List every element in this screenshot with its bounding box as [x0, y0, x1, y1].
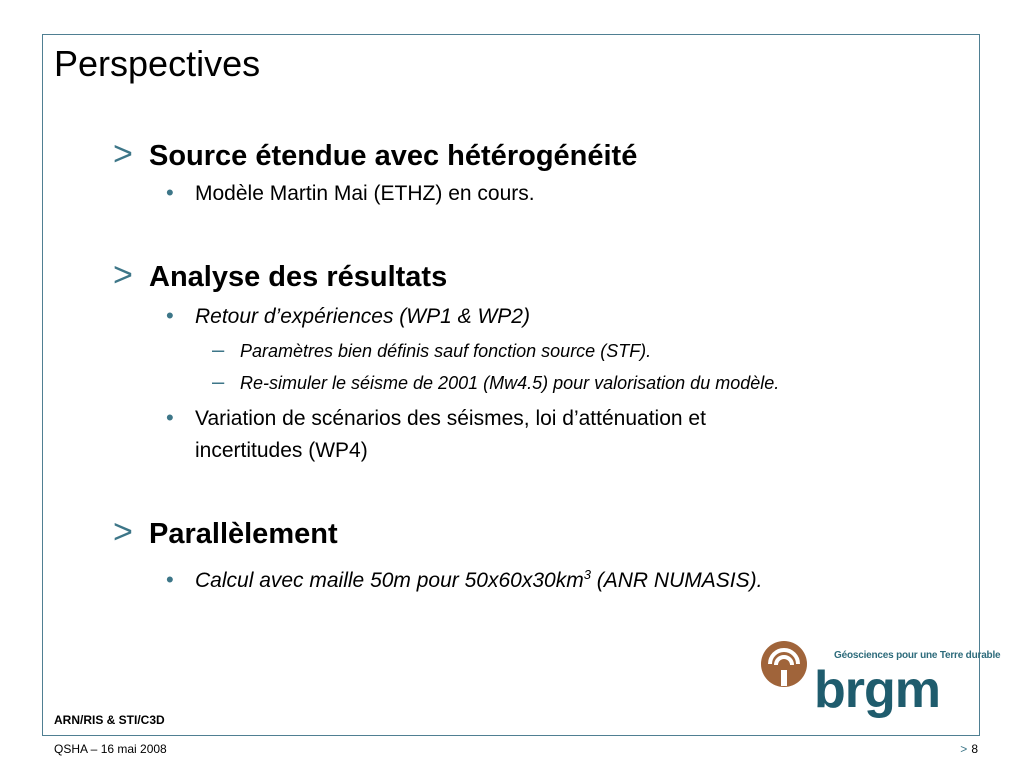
bullet-item [166, 301, 530, 333]
bullet-text: Retour d’expériences (WP1 & WP2) [195, 305, 530, 328]
arrow-bullet-icon: > [113, 513, 133, 551]
section-heading-analyse [113, 256, 447, 295]
logo-wordmark: brgm [814, 661, 940, 719]
section-heading-parallelement [113, 513, 338, 552]
arrow-bullet-icon: > [113, 256, 133, 294]
brgm-logo [758, 634, 1001, 724]
sub-bullet-item [212, 337, 651, 363]
bullet-text-line: Variation de scénarios des séismes, loi d’atténuation et [195, 407, 706, 430]
bullet-dot-icon: • [166, 567, 174, 592]
section-heading-text: Parallèlement [149, 518, 338, 550]
page-number-value: 8 [971, 742, 978, 756]
footer-date: QSHA – 16 mai 2008 [54, 742, 167, 756]
section-heading-text: Analyse des résultats [149, 261, 448, 293]
bullet-item [166, 559, 762, 597]
bullet-text-line: incertitudes (WP4) [195, 439, 368, 462]
logo-tagline: Géosciences pour une Terre durable [834, 650, 1001, 661]
dash-bullet-icon: – [212, 337, 225, 362]
bullet-text-tail: (ANR NUMASIS). [590, 569, 763, 592]
bullet-text: Modèle Martin Mai (ETHZ) en cours. [195, 182, 535, 205]
bullet-text-main: Calcul avec maille 50m pour 50x60x30km [195, 569, 584, 592]
dash-bullet-icon: – [212, 369, 225, 394]
arrow-bullet-icon: > [113, 135, 133, 173]
page-number [960, 742, 978, 756]
bullet-item [166, 178, 535, 210]
slide-title: Perspectives [54, 43, 261, 84]
bullet-item [166, 403, 706, 467]
section-heading-text: Source étendue avec hétérogénéité [149, 140, 638, 172]
bullet-dot-icon: • [166, 180, 174, 205]
footer-divider [42, 735, 980, 736]
bullet-dot-icon: • [166, 405, 174, 430]
bullet-text [195, 403, 706, 467]
sub-bullet-text: Paramètres bien définis sauf fonction source (STF). [240, 341, 652, 361]
sub-bullet-text: Re-simuler le séisme de 2001 (Mw4.5) pour valorisation du modèle. [240, 373, 780, 393]
superscript: 3 [583, 567, 591, 582]
arrow-bullet-icon: > [960, 742, 968, 756]
bullet-text [195, 559, 762, 597]
section-heading-source [113, 135, 637, 174]
sub-bullet-item [212, 369, 779, 395]
bullet-dot-icon: • [166, 303, 174, 328]
footer-label: ARN/RIS & STI/C3D [54, 713, 165, 727]
